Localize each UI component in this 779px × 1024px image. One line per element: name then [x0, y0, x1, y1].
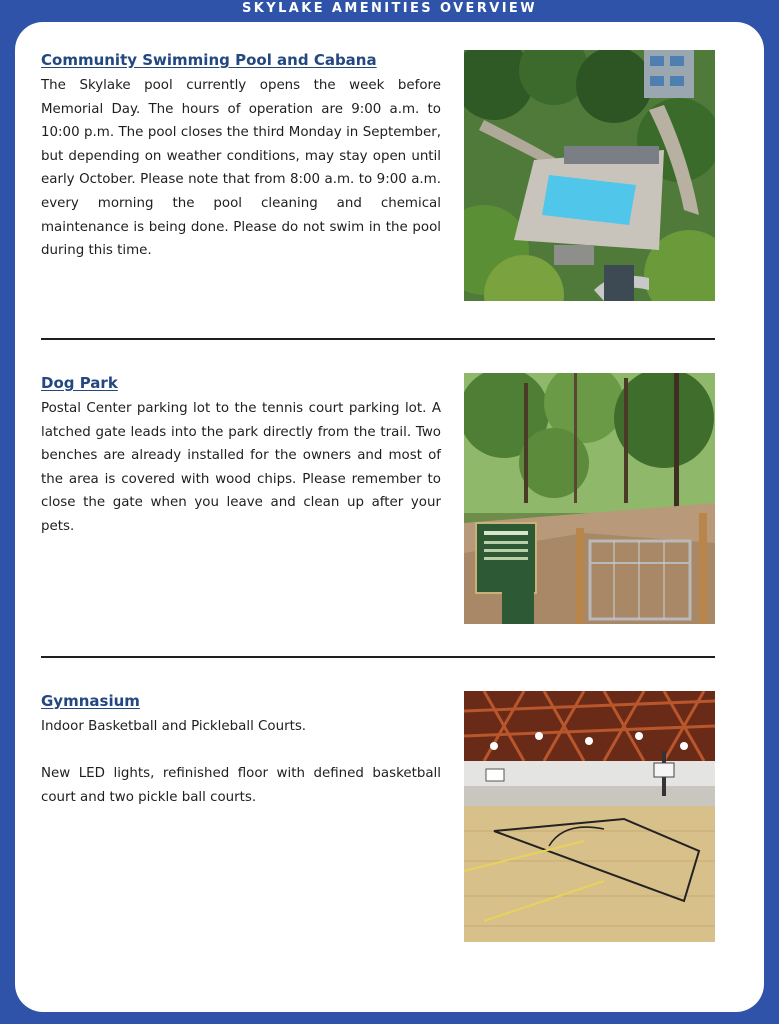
dog-park-photo: [464, 373, 715, 624]
section-title-gymnasium: Gymnasium: [41, 692, 140, 710]
content-card: [15, 22, 764, 1012]
pool-aerial-photo: [464, 50, 715, 301]
section-gymnasium: [41, 691, 715, 943]
pool-paragraph: The Skylake pool currently opens the week before Memorial Day. The hours of operation are 9:00 a.m. to 10:00 p.m. The pool closes the third Monday in September, but depending on weather conditions, may stay open until early October. Please note that from 8:00 a.m. to 9:00 a.m. every morning the pool cleaning and chemical maintenance is being done. Please do not swim in the pool during this time.: [41, 78, 441, 259]
dog-park-paragraph: Postal Center parking lot to the tennis court parking lot. A latched gate leads into the park directly from the trail. Two benches are already installed for the owners and most of the area is covered with wood chips. Please remember to close the gate when you leave and clean up after your pets.: [41, 401, 441, 534]
section-title-dog-park: Dog Park: [41, 374, 118, 392]
section-divider: [41, 656, 715, 658]
section-body-gymnasium: [41, 715, 441, 809]
paragraph-spacer: [41, 739, 441, 763]
section-pool: [41, 50, 715, 302]
section-divider: [41, 338, 715, 340]
section-dog-park: [41, 373, 715, 625]
section-body-pool: [41, 74, 441, 263]
gymnasium-photo: [464, 691, 715, 942]
page-banner-title: SKYLAKE AMENITIES OVERVIEW: [242, 1, 537, 16]
section-title-pool: Community Swimming Pool and Cabana: [41, 51, 377, 69]
gym-paragraph-2: New LED lights, refinished floor with defined basketball court and two pickle ball courts.: [41, 766, 441, 805]
gym-paragraph-1: Indoor Basketball and Pickleball Courts.: [41, 719, 307, 734]
section-body-dog-park: [41, 397, 441, 539]
